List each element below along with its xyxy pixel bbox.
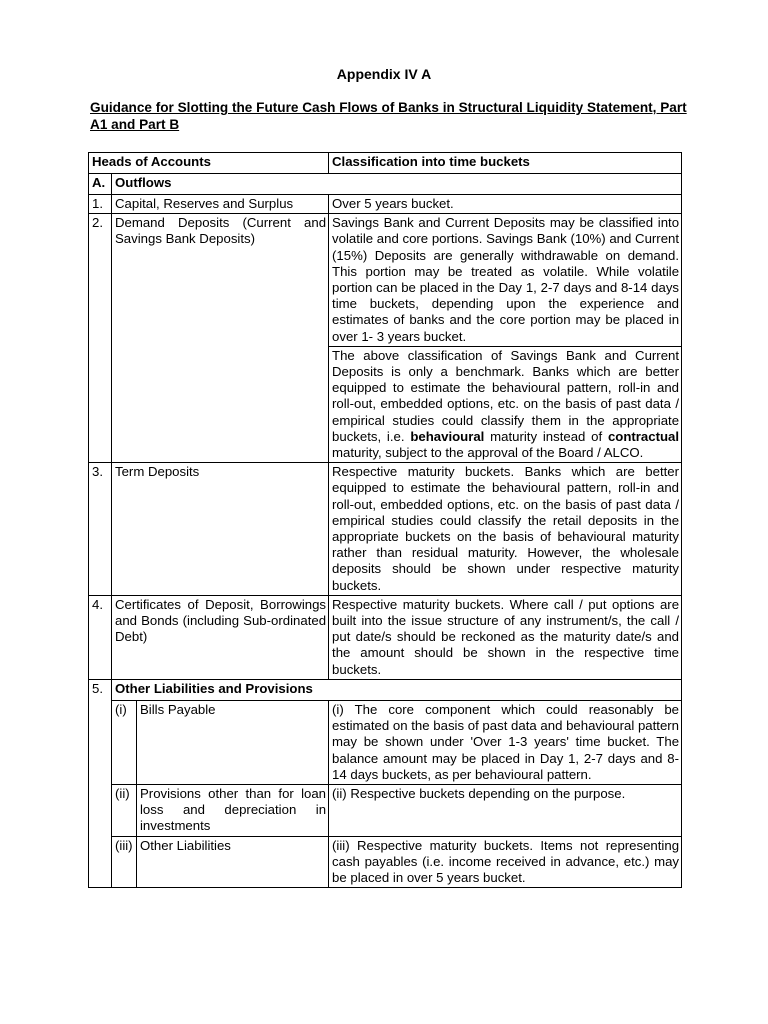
table-row <box>89 195 682 214</box>
row-classification: Respective maturity buckets. Banks which are better equipped to estimate the behavioural pattern, roll-in and roll-out, embedded options, etc. on the basis of past data / empirical studies could classify the retail deposits in the appropriate buckets on the basis of behavioural maturity rather than residual maturity. However, the wholesale deposits should be shown under respective maturity buckets. <box>329 463 682 596</box>
text-segment: maturity, subject to the approval of the Board / ALCO. <box>332 445 644 461</box>
sub-row-head: Bills Payable <box>137 700 329 784</box>
row-classification: Respective maturity buckets. Where call / put options are built into the issue structure of any instrument/s, the call / put date/s should be reckoned as the maturity date/s and the amount should be shown in the respective time buckets. <box>329 595 682 679</box>
bold-term: contractual <box>607 428 680 444</box>
page-title: Appendix IV A <box>336 66 432 82</box>
table-row <box>89 784 682 836</box>
row-classification <box>329 346 682 462</box>
table-row <box>89 214 682 347</box>
sub-row-number: (iii) <box>112 836 137 888</box>
table-row <box>89 679 682 700</box>
row-number: 5. <box>89 679 112 887</box>
header-heads-of-accounts: Heads of Accounts <box>89 153 329 174</box>
row-number: 3. <box>89 463 112 596</box>
classification-table <box>88 152 682 888</box>
text-segment: maturity instead of <box>490 428 603 444</box>
section-a-num: A. <box>89 174 112 195</box>
section-a-label: Outflows <box>112 174 682 195</box>
table-row <box>89 700 682 784</box>
row-head: Term Deposits <box>112 463 329 596</box>
sub-row-classification: (ii) Respective buckets depending on the purpose. <box>329 784 682 836</box>
table-row <box>89 595 682 679</box>
sub-row-number: (i) <box>112 700 137 784</box>
row-head: Demand Deposits (Current and Savings Bank Deposits) <box>112 214 329 463</box>
table-header-row <box>89 153 682 174</box>
sub-row-classification: (i) The core component which could reasonably be estimated on the basis of past data and behavioural pattern may be shown under 'Over 1-3 years' time bucket. The balance amount may be placed in Day 1, 2-7 days and 8-14 days buckets, as per behavioural pattern. <box>329 700 682 784</box>
bold-term: behavioural <box>410 428 485 444</box>
sub-row-head: Other Liabilities <box>137 836 329 888</box>
sub-row-classification: (iii) Respective maturity buckets. Items not representing cash payables (i.e. income received in advance, etc.) may be placed in over 5 years bucket. <box>329 836 682 888</box>
row-number: 2. <box>89 214 112 463</box>
text-segment: The above classification of Savings Bank and Current Deposits is only a benchmark. Banks which are better equipped to estimate the behavioural pattern, roll-in and roll-out, embedded options, etc. on the basis of past data / empirical studies could classify them in the appropriate buckets, i.e. <box>332 347 680 444</box>
row-classification: Savings Bank and Current Deposits may be classified into volatile and core portions. Savings Bank (10%) and Current (15%) Deposits are generally withdrawable on demand. This portion may be treated as volatile. While volatile portion can be placed in the Day 1, 2-7 days and 8-14 days time buckets, depending upon the experience and estimates of banks and the core portion may be placed in over 1- 3 years bucket. <box>329 214 682 347</box>
header-classification: Classification into time buckets <box>329 153 682 174</box>
row-classification: Over 5 years bucket. <box>329 195 682 214</box>
row-head: Capital, Reserves and Surplus <box>112 195 329 214</box>
row-head: Certificates of Deposit, Borrowings and Bonds (including Sub-ordinated Debt) <box>112 595 329 679</box>
row-number: 1. <box>89 195 112 214</box>
table-row <box>89 836 682 888</box>
page-subtitle: Guidance for Slotting the Future Cash Flows of Banks in Structural Liquidity Statement, Part A1 and Part B <box>90 100 687 132</box>
row-number: 4. <box>89 595 112 679</box>
section-a-row <box>89 174 682 195</box>
sub-row-head: Provisions other than for loan loss and depreciation in investments <box>137 784 329 836</box>
table-row <box>89 463 682 596</box>
section-label: Other Liabilities and Provisions <box>112 679 682 700</box>
sub-row-number: (ii) <box>112 784 137 836</box>
